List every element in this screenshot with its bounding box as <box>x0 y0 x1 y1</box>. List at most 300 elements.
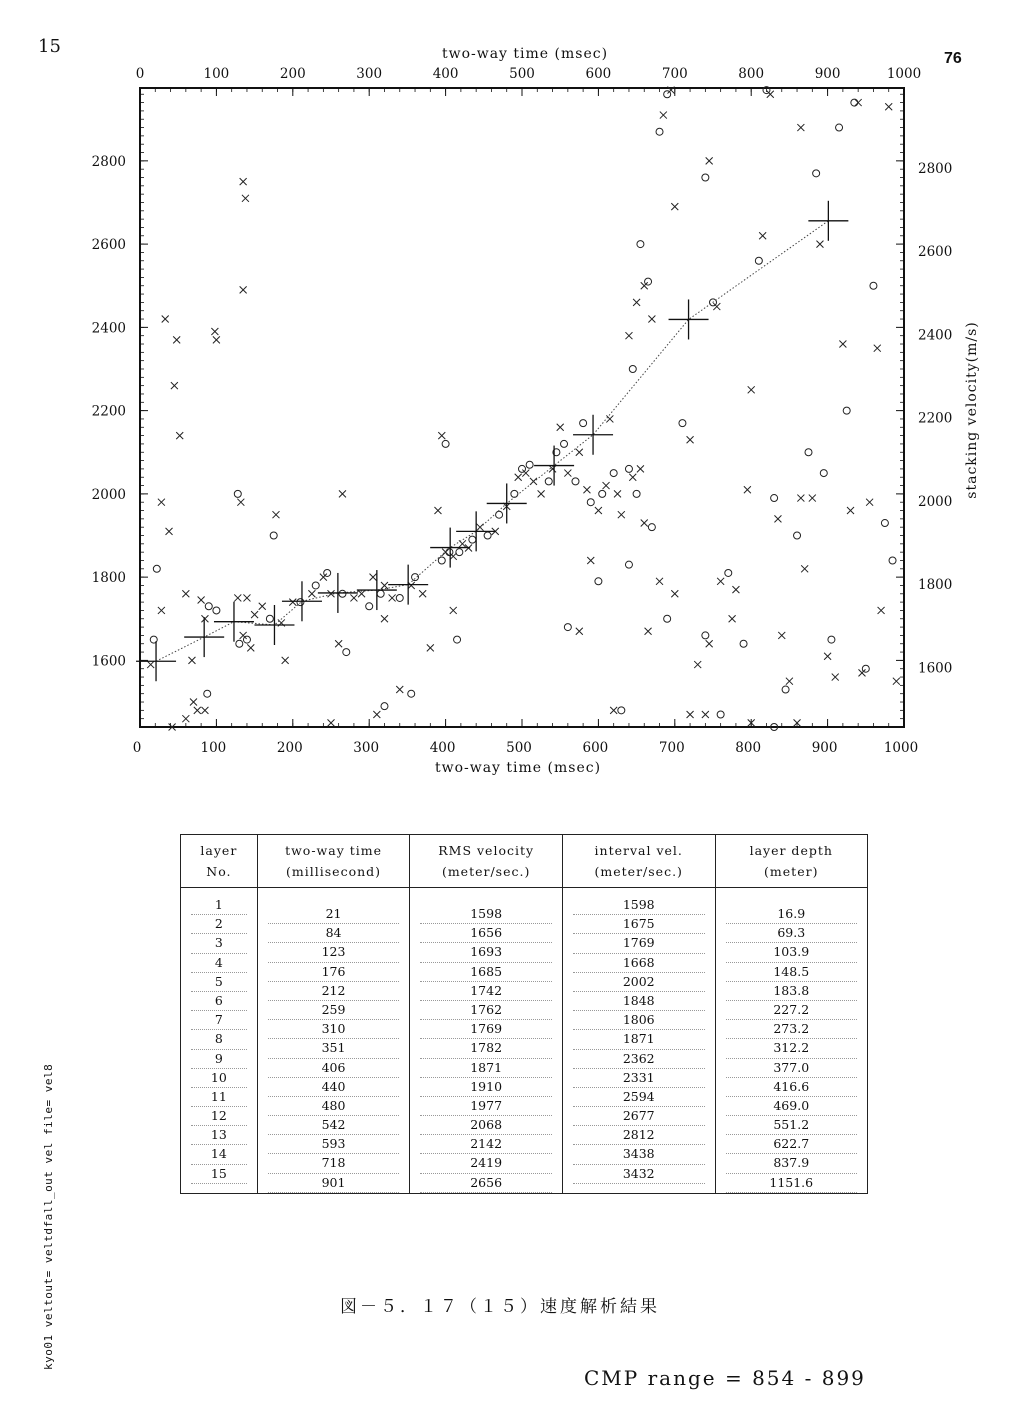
cross-point <box>147 661 154 668</box>
time-cell: 310 <box>268 1020 400 1039</box>
circle-point <box>629 365 636 372</box>
x-tick-label-bottom: 300 <box>353 740 380 756</box>
time-cell: 351 <box>268 1039 400 1058</box>
circle-point <box>717 711 724 718</box>
cross-point <box>339 490 346 497</box>
cross-point <box>557 424 564 431</box>
bottom-axis-title: two-way time (msec) <box>434 760 602 776</box>
circle-point <box>645 278 652 285</box>
layer-number-cell: 14 <box>191 1145 247 1164</box>
x-tick-label-top: 0 <box>135 66 145 82</box>
time-cell: 480 <box>268 1097 400 1116</box>
interval-velocity-cell: 1668 <box>573 954 705 973</box>
right-axis-title: stacking velocity(m/s) <box>964 321 980 499</box>
x-tick-label-top: 500 <box>509 66 535 82</box>
x-tick-label-bottom: 1000 <box>883 740 919 756</box>
layer-number-cell: 6 <box>191 992 247 1011</box>
pick-marker <box>318 573 358 613</box>
cross-point <box>396 686 403 693</box>
layer-number-cell: 12 <box>191 1107 247 1126</box>
time-cell: 259 <box>268 1001 400 1020</box>
circle-point <box>664 615 671 622</box>
page-number-right: 76 <box>944 50 962 67</box>
cross-point <box>583 486 590 493</box>
cross-point <box>706 157 713 164</box>
cross-point <box>213 336 220 343</box>
y-tick-label-left: 2800 <box>91 153 126 170</box>
circle-point <box>564 624 571 631</box>
axis-ticks <box>92 66 953 756</box>
cross-point <box>713 303 720 310</box>
cross-point <box>671 590 678 597</box>
circle-point <box>625 465 632 472</box>
x-tick-label-top: 400 <box>432 66 459 82</box>
circle-point <box>526 461 533 468</box>
cross-point <box>633 299 640 306</box>
x-tick-label-bottom: 900 <box>811 740 838 756</box>
cross-point <box>182 590 189 597</box>
cross-point <box>190 699 197 706</box>
cross-point <box>247 644 254 651</box>
circle-point <box>843 407 850 414</box>
pick-marker <box>430 528 470 568</box>
cross-point <box>564 470 571 477</box>
time-cell: 406 <box>268 1059 400 1078</box>
pick-marker <box>136 641 176 681</box>
cross-point <box>434 507 441 514</box>
cross-point <box>595 507 602 514</box>
column-rms <box>410 896 562 1193</box>
interval-velocity-cell: 1806 <box>573 1011 705 1030</box>
rms-velocity-cell: 1598 <box>420 905 552 924</box>
layer-number-cell: 9 <box>191 1050 247 1069</box>
time-cell: 440 <box>268 1078 400 1097</box>
circle-point <box>153 565 160 572</box>
circle-point <box>236 640 243 647</box>
pick-marker <box>669 299 709 339</box>
x-tick-label-bottom: 600 <box>582 740 609 756</box>
cross-point <box>874 345 881 352</box>
header-depth: layer depth (meter) <box>715 835 867 888</box>
circle-point <box>587 499 594 506</box>
cross-point <box>576 628 583 635</box>
cross-point <box>778 632 785 639</box>
cross-point <box>198 597 205 604</box>
circle-point <box>205 603 212 610</box>
cross-point <box>240 632 247 639</box>
column-depths <box>716 896 867 1193</box>
cross-point <box>188 657 195 664</box>
circle-point <box>324 569 331 576</box>
circle-point <box>656 128 663 135</box>
circle-point <box>881 520 888 527</box>
side-file-label: kyo01 veltout= veltdfall_out vel file= vel8 <box>42 1063 55 1370</box>
cross-point <box>832 674 839 681</box>
circle-point <box>438 557 445 564</box>
circle-point <box>828 636 835 643</box>
x-tick-label-bottom: 500 <box>506 740 532 756</box>
figure-caption: 図－５．１７（１５）速度解析結果 <box>340 1297 660 1317</box>
cross-point <box>373 711 380 718</box>
circle-point <box>637 241 644 248</box>
x-tick-label-bottom: 800 <box>735 740 762 756</box>
cross-point <box>774 515 781 522</box>
column-layers <box>181 896 257 1184</box>
y-tick-label-left: 1600 <box>91 653 126 670</box>
interval-velocity-cell: 2812 <box>573 1126 705 1145</box>
cross-point <box>328 719 335 726</box>
pick-marker <box>214 602 254 642</box>
pick-marker <box>808 201 848 241</box>
cross-point <box>729 615 736 622</box>
circle-point <box>889 557 896 564</box>
cross-point <box>816 241 823 248</box>
layer-number-cell: 11 <box>191 1088 247 1107</box>
layer-number-cell: 7 <box>191 1011 247 1030</box>
cross-point <box>809 495 816 502</box>
depth-cell: 227.2 <box>726 1001 857 1020</box>
cross-point <box>618 511 625 518</box>
y-tick-label-right: 1800 <box>918 577 953 594</box>
circle-point <box>851 99 858 106</box>
circle-point <box>740 640 747 647</box>
cross-point <box>687 436 694 443</box>
plot-frame <box>140 88 904 727</box>
cross-point <box>158 499 165 506</box>
cross-point <box>282 657 289 664</box>
cross-point <box>824 653 831 660</box>
time-cell: 718 <box>268 1154 400 1173</box>
layer-number-cell: 2 <box>191 915 247 934</box>
circle-point <box>496 511 503 518</box>
depth-cell: 377.0 <box>726 1059 857 1078</box>
x-tick-label-top: 100 <box>203 66 230 82</box>
circle-point <box>312 582 319 589</box>
y-tick-label-right: 2000 <box>918 493 953 510</box>
circle-point <box>679 420 686 427</box>
cross-point <box>370 574 377 581</box>
cross-point <box>308 590 315 597</box>
circle-point <box>755 257 762 264</box>
interval-velocity-cell: 2677 <box>573 1107 705 1126</box>
cross-point <box>576 449 583 456</box>
circle-point <box>702 174 709 181</box>
cross-point <box>847 507 854 514</box>
rms-velocity-cell: 1693 <box>420 943 552 962</box>
rms-velocity-cell: 2656 <box>420 1174 552 1193</box>
circle-point <box>412 574 419 581</box>
x-tick-label-top: 200 <box>279 66 306 82</box>
cross-point <box>866 499 873 506</box>
depth-cell: 551.2 <box>726 1116 857 1135</box>
pick-marker <box>573 415 613 455</box>
depth-cell: 273.2 <box>726 1020 857 1039</box>
cross-point <box>259 603 266 610</box>
interval-velocity-cell: 3438 <box>573 1145 705 1164</box>
cross-point <box>759 232 766 239</box>
circle-point <box>625 561 632 568</box>
interval-velocity-cell: 2594 <box>573 1088 705 1107</box>
depth-cell: 469.0 <box>726 1097 857 1116</box>
y-tick-label-left: 2600 <box>91 237 126 254</box>
cross-point <box>158 607 165 614</box>
velocity-picks <box>136 201 848 681</box>
circle-point <box>484 532 491 539</box>
circle-point <box>870 282 877 289</box>
cross-point <box>648 316 655 323</box>
cross-point <box>839 341 846 348</box>
circle-point <box>266 615 273 622</box>
cross-point <box>234 594 241 601</box>
cross-point <box>201 707 208 714</box>
cross-point <box>656 578 663 585</box>
cross-point <box>629 474 636 481</box>
cross-point <box>687 711 694 718</box>
pick-marker <box>282 581 322 621</box>
time-cell: 542 <box>268 1116 400 1135</box>
cross-point <box>797 124 804 131</box>
depth-cell: 622.7 <box>726 1135 857 1154</box>
cross-point <box>242 195 249 202</box>
circle-point <box>343 649 350 656</box>
pick-marker <box>184 617 224 657</box>
rms-velocity-cell: 1762 <box>420 1001 552 1020</box>
interval-velocity-cell: 3432 <box>573 1165 705 1184</box>
circle-point <box>469 536 476 543</box>
cross-point <box>515 474 522 481</box>
pick-marker <box>254 605 294 645</box>
circle-point <box>243 636 250 643</box>
cross-point <box>603 482 610 489</box>
circle-point <box>297 599 304 606</box>
layer-number-cell: 13 <box>191 1126 247 1145</box>
circle-point <box>511 490 518 497</box>
time-cell: 176 <box>268 963 400 982</box>
circle-point <box>339 590 346 597</box>
x-tick-label-top: 800 <box>738 66 765 82</box>
depth-cell: 103.9 <box>726 943 857 962</box>
cross-point <box>240 286 247 293</box>
x-tick-label-top: 1000 <box>886 66 922 82</box>
cross-point <box>744 486 751 493</box>
cross-point <box>610 707 617 714</box>
x-tick-label-top: 300 <box>356 66 383 82</box>
circle-point <box>456 549 463 556</box>
cross-point <box>182 715 189 722</box>
cross-point <box>878 607 885 614</box>
circle-point <box>820 470 827 477</box>
circle-point <box>381 703 388 710</box>
x-tick-label-bottom: 400 <box>429 740 456 756</box>
cross-point <box>335 640 342 647</box>
cross-point <box>767 91 774 98</box>
rms-velocity-cell: 1742 <box>420 982 552 1001</box>
y-tick-label-right: 2200 <box>918 410 953 427</box>
cross-point <box>194 707 201 714</box>
rms-velocity-cell: 1685 <box>420 963 552 982</box>
cross-point <box>797 495 804 502</box>
cross-point <box>237 499 244 506</box>
depth-cell: 1151.6 <box>726 1174 857 1193</box>
depth-cell: 148.5 <box>726 963 857 982</box>
top-axis-title: two-way time (msec) <box>441 46 609 62</box>
depth-cell: 16.9 <box>726 905 857 924</box>
circle-point <box>234 490 241 497</box>
circle-point <box>396 594 403 601</box>
pick-trend-line <box>156 221 828 661</box>
rms-velocity-cell: 2068 <box>420 1116 552 1135</box>
y-tick-label-left: 2200 <box>91 403 126 420</box>
time-cell: 901 <box>268 1174 400 1193</box>
velocity-table <box>180 834 868 1194</box>
column-times <box>258 896 410 1193</box>
cross-point <box>748 386 755 393</box>
circle-point <box>545 478 552 485</box>
circle-point <box>595 578 602 585</box>
cross-point <box>801 565 808 572</box>
rms-velocity-cell: 1656 <box>420 924 552 943</box>
circle-point <box>204 690 211 697</box>
time-cell: 123 <box>268 943 400 962</box>
depth-cell: 837.9 <box>726 1154 857 1173</box>
interval-velocity-cell: 1675 <box>573 915 705 934</box>
circle-point <box>454 636 461 643</box>
x-tick-label-bottom: 100 <box>200 740 227 756</box>
cross-point <box>419 590 426 597</box>
cross-point <box>587 557 594 564</box>
cross-point <box>176 432 183 439</box>
pick-marker <box>487 483 527 523</box>
interval-velocity-cell: 1598 <box>573 896 705 915</box>
rms-velocity-cell: 1910 <box>420 1078 552 1097</box>
rms-velocity-cell: 1977 <box>420 1097 552 1116</box>
y-tick-label-right: 2400 <box>918 327 953 344</box>
cross-point <box>893 678 900 685</box>
pick-marker <box>456 511 496 551</box>
cross-point <box>637 465 644 472</box>
cross-point <box>320 574 327 581</box>
cross-point <box>289 599 296 606</box>
cross-point <box>706 640 713 647</box>
depth-cell: 416.6 <box>726 1078 857 1097</box>
cross-point <box>614 490 621 497</box>
layer-number-cell: 3 <box>191 934 247 953</box>
cross-point <box>427 644 434 651</box>
cross-point <box>201 615 208 622</box>
circle-point <box>377 590 384 597</box>
x-tick-label-bottom: 0 <box>132 740 142 756</box>
interval-velocity-cell: 1769 <box>573 934 705 953</box>
cross-point <box>645 628 652 635</box>
interval-velocity-cell: 2002 <box>573 973 705 992</box>
cross-point <box>272 511 279 518</box>
header-layer: layer No. <box>181 835 258 888</box>
time-cell: 21 <box>268 905 400 924</box>
y-tick-label-left: 2400 <box>91 320 126 337</box>
pick-marker <box>534 446 574 486</box>
pick-marker <box>357 570 397 610</box>
cross-point <box>381 615 388 622</box>
layer-number-cell: 4 <box>191 954 247 973</box>
y-tick-label-left: 1800 <box>91 570 126 587</box>
cross-point <box>694 661 701 668</box>
interval-velocity-cell: 2331 <box>573 1069 705 1088</box>
circle-point <box>862 665 869 672</box>
rms-velocity-cell: 1782 <box>420 1039 552 1058</box>
page-number-left: 15 <box>38 36 61 57</box>
circle-point <box>702 632 709 639</box>
depth-cell: 69.3 <box>726 924 857 943</box>
rms-velocity-cell: 1871 <box>420 1059 552 1078</box>
depth-cell: 312.2 <box>726 1039 857 1058</box>
cross-point <box>166 528 173 535</box>
cross-point <box>240 178 247 185</box>
cross-point <box>251 611 258 618</box>
circle-point <box>442 440 449 447</box>
cross-point <box>671 203 678 210</box>
cross-point <box>858 669 865 676</box>
header-rms: RMS velocity (meter/sec.) <box>410 835 563 888</box>
column-interval <box>563 896 715 1184</box>
circle-point <box>213 607 220 614</box>
circle-point <box>794 532 801 539</box>
circle-point <box>836 124 843 131</box>
circle-point <box>805 449 812 456</box>
interval-velocity-cell: 2362 <box>573 1050 705 1069</box>
rms-velocity-cell: 1769 <box>420 1020 552 1039</box>
cross-point <box>538 490 545 497</box>
cross-point <box>243 594 250 601</box>
cross-point <box>350 594 357 601</box>
cross-point <box>173 336 180 343</box>
circle-point <box>366 603 373 610</box>
time-cell: 212 <box>268 982 400 1001</box>
cross-point <box>786 678 793 685</box>
x-tick-label-top: 700 <box>661 66 688 82</box>
circle-point <box>270 532 277 539</box>
cross-point <box>211 328 218 335</box>
circle-point <box>572 478 579 485</box>
header-interval: interval vel. (meter/sec.) <box>562 835 715 888</box>
interval-velocity-cell: 1848 <box>573 992 705 1011</box>
cross-point <box>641 520 648 527</box>
y-tick-label-right: 2600 <box>918 244 953 261</box>
circle-point <box>782 686 789 693</box>
x-tick-label-top: 600 <box>585 66 612 82</box>
layer-number-cell: 15 <box>191 1165 247 1184</box>
circle-point <box>813 170 820 177</box>
layer-number-cell: 5 <box>191 973 247 992</box>
time-cell: 593 <box>268 1135 400 1154</box>
circle-point <box>725 569 732 576</box>
circle-point <box>633 490 640 497</box>
cross-point <box>450 607 457 614</box>
depth-cell: 183.8 <box>726 982 857 1001</box>
x-tick-label-bottom: 700 <box>658 740 685 756</box>
plot-border <box>140 88 904 727</box>
circle-point <box>648 524 655 531</box>
layer-number-cell: 1 <box>191 896 247 915</box>
layer-number-cell: 8 <box>191 1030 247 1049</box>
time-cell: 84 <box>268 924 400 943</box>
cross-point <box>660 112 667 119</box>
circle-point <box>618 707 625 714</box>
cross-point <box>855 99 862 106</box>
circle-point <box>580 420 587 427</box>
rms-velocity-cell: 2142 <box>420 1135 552 1154</box>
cross-point <box>606 415 613 422</box>
x-tick-label-top: 900 <box>814 66 841 82</box>
